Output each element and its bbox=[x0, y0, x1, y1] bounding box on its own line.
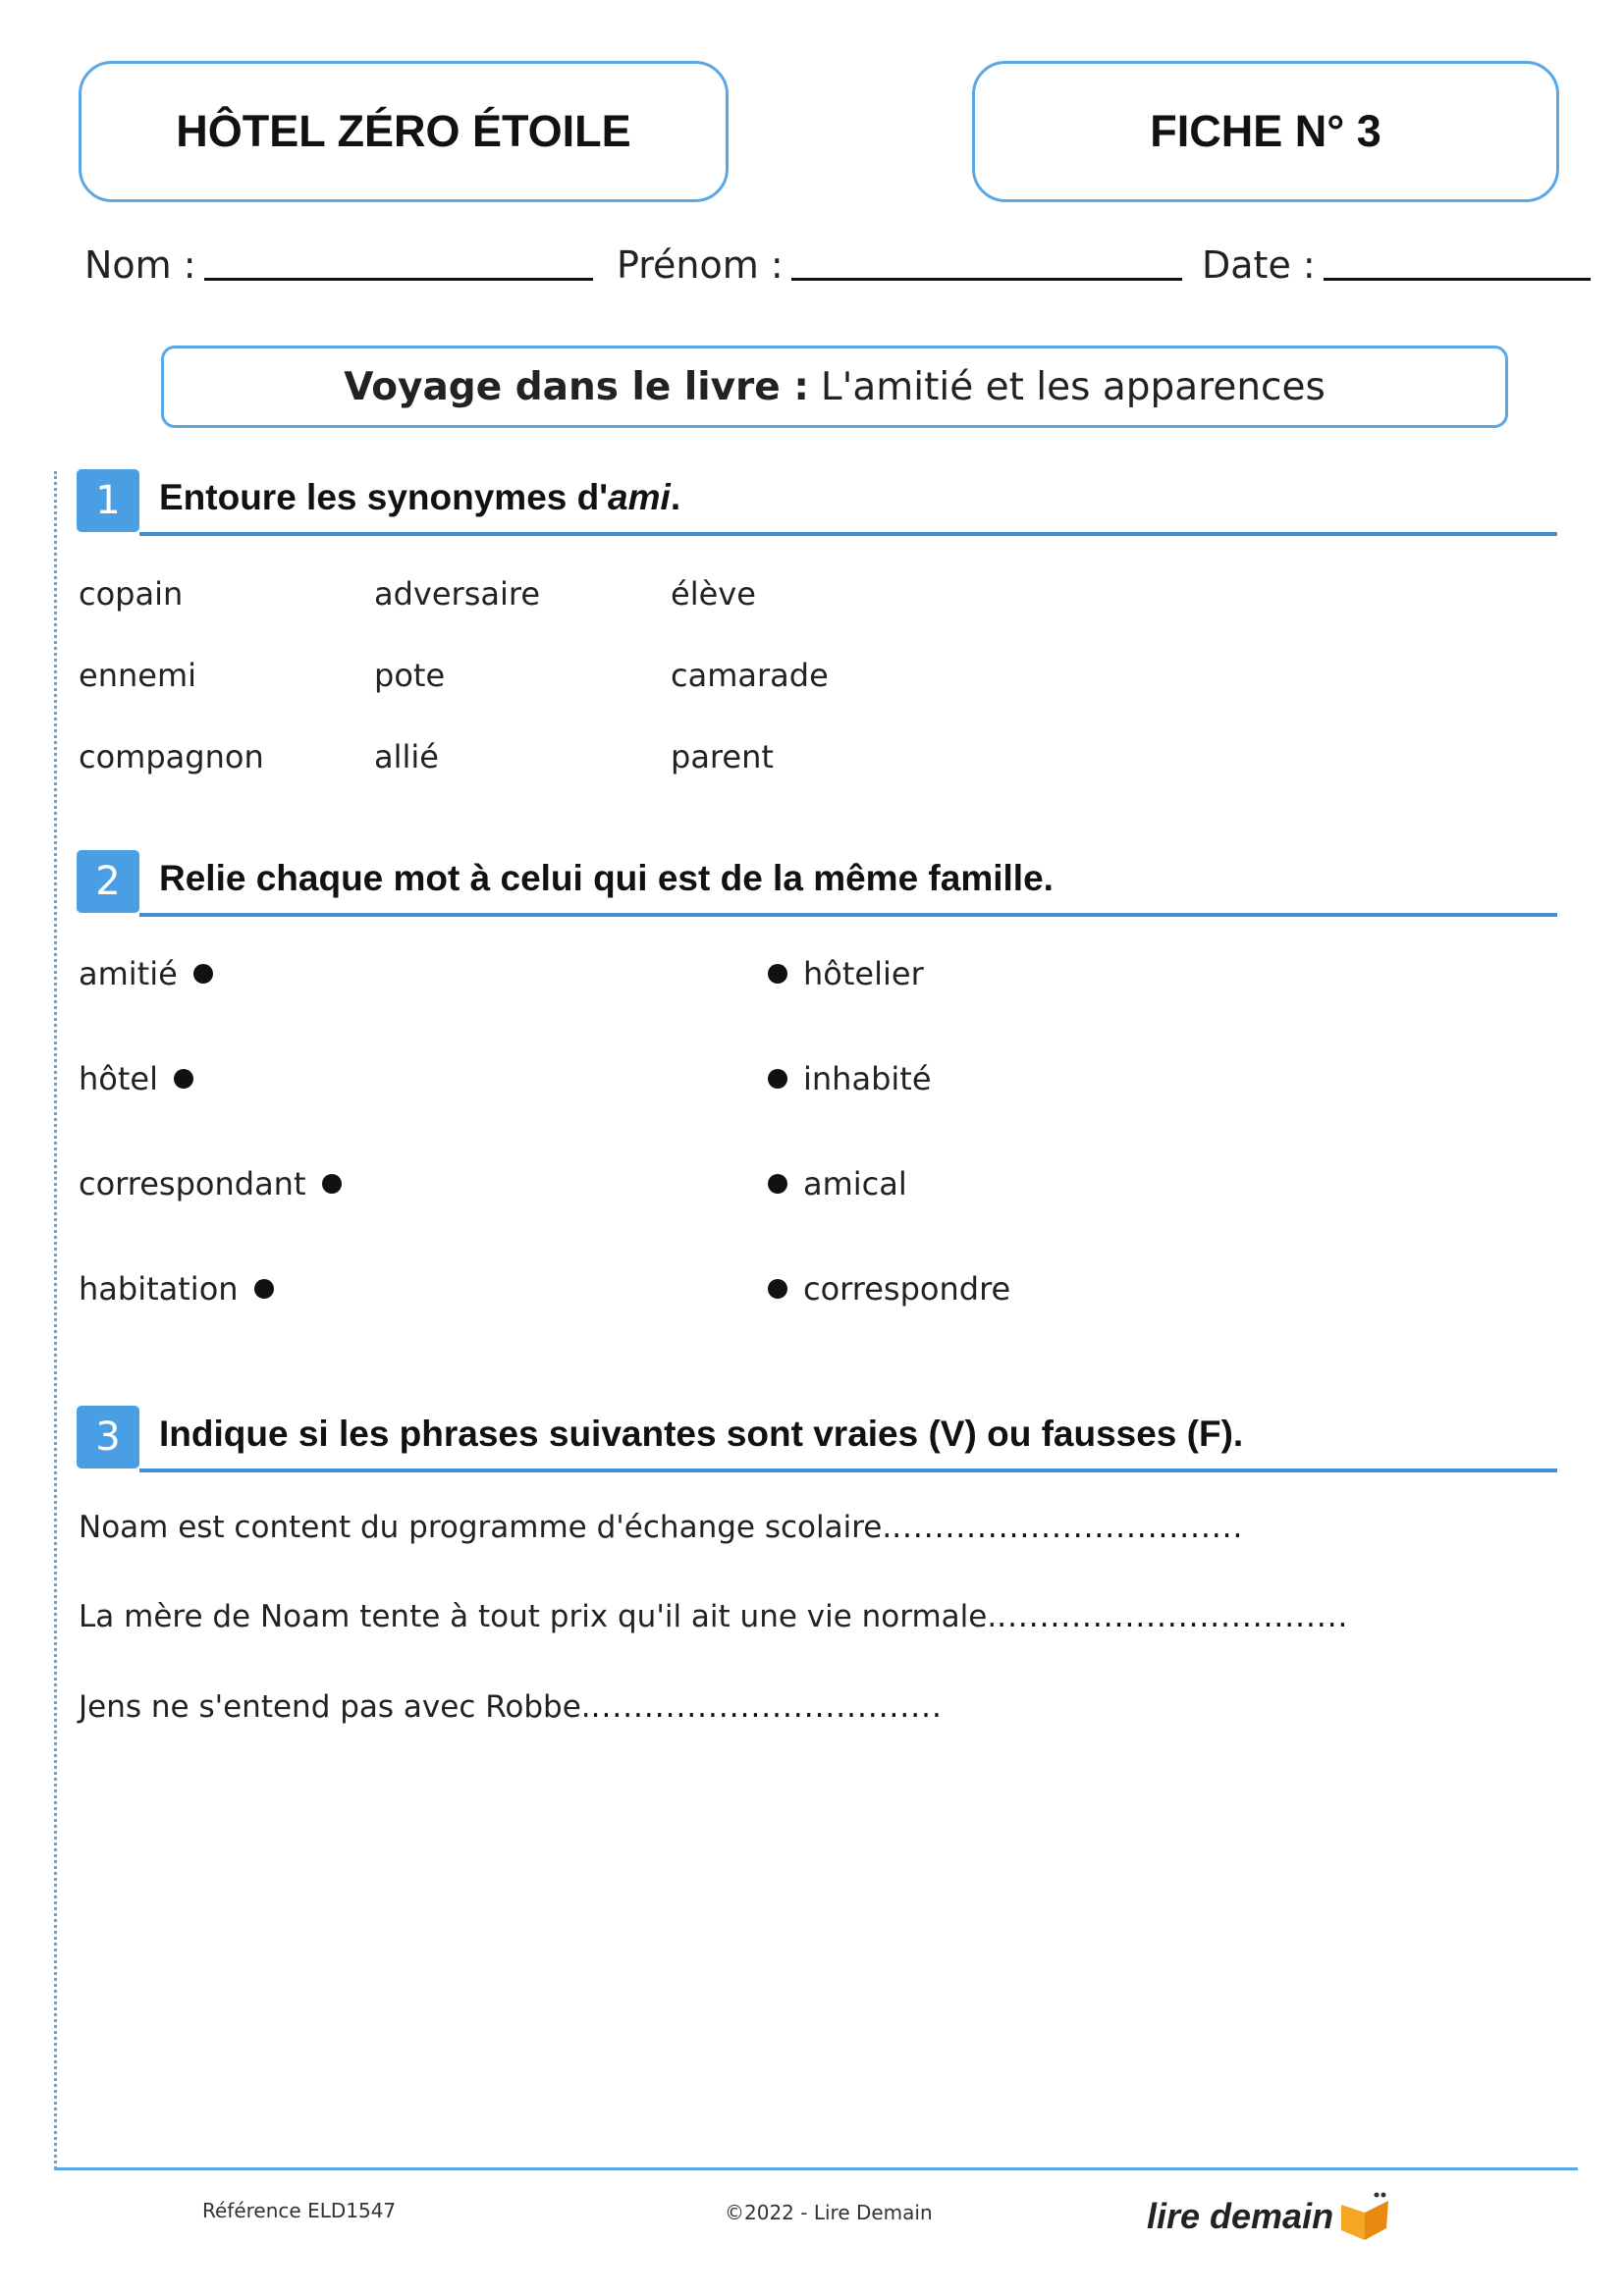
lire-demain-logo bbox=[1147, 2191, 1392, 2242]
question-1-header bbox=[77, 469, 1557, 532]
answer-dots[interactable]: ................................. bbox=[997, 1599, 1349, 1634]
question-2-header bbox=[77, 850, 1557, 913]
match-dot[interactable] bbox=[768, 1174, 787, 1194]
worksheet-title: HÔTEL ZÉRO ÉTOILE bbox=[176, 106, 631, 156]
question-1-underline bbox=[139, 532, 1557, 536]
q1-word[interactable]: parent bbox=[671, 738, 774, 775]
match-right-word: correspondre bbox=[803, 1270, 1011, 1308]
match-right-word: hôtelier bbox=[803, 955, 924, 992]
q1-word[interactable]: compagnon bbox=[79, 738, 264, 775]
match-left-word: habitation bbox=[79, 1270, 239, 1308]
q1-word[interactable]: camarade bbox=[671, 657, 829, 694]
match-right-item[interactable] bbox=[768, 1270, 1010, 1308]
question-2-title: Relie chaque mot à celui qui est de la même famille. bbox=[159, 858, 1054, 898]
sentence-text: Jens ne s'entend pas avec Robbe. bbox=[79, 1689, 591, 1725]
match-left-word: amitié bbox=[79, 955, 178, 992]
match-right-word: inhabité bbox=[803, 1060, 932, 1097]
date-label: Date : bbox=[1202, 243, 1316, 287]
question-3-header bbox=[77, 1406, 1557, 1468]
nom-line bbox=[204, 278, 593, 281]
book-icon bbox=[1337, 2191, 1392, 2242]
answer-dots[interactable]: ................................. bbox=[590, 1689, 943, 1725]
match-left-item[interactable] bbox=[79, 1270, 274, 1308]
match-left-item[interactable] bbox=[79, 955, 213, 992]
match-dot[interactable] bbox=[768, 1279, 787, 1299]
match-dot[interactable] bbox=[174, 1069, 193, 1089]
prenom-label: Prénom : bbox=[617, 243, 784, 287]
date-line bbox=[1324, 278, 1591, 281]
question-3-title: Indique si les phrases suivantes sont vraies (V) ou fausses (F). bbox=[159, 1414, 1244, 1454]
match-right-word: amical bbox=[803, 1165, 907, 1202]
question-1-title-italic: ami bbox=[608, 477, 671, 517]
footer-rule bbox=[54, 2167, 1578, 2170]
question-number-2: 2 bbox=[77, 850, 139, 913]
match-left-word: correspondant bbox=[79, 1165, 306, 1202]
question-3-underline bbox=[139, 1468, 1557, 1472]
match-right-item[interactable] bbox=[768, 955, 924, 992]
reference-label: Référence ELD1547 bbox=[202, 2199, 397, 2222]
date-field[interactable] bbox=[1202, 243, 1591, 287]
question-1-title bbox=[159, 477, 680, 518]
copyright-label: ©2022 - Lire Demain bbox=[725, 2201, 933, 2224]
nom-field[interactable] bbox=[84, 243, 593, 287]
subtitle-box bbox=[161, 346, 1508, 428]
match-dot[interactable] bbox=[193, 964, 213, 984]
fiche-number-box bbox=[972, 61, 1559, 202]
worksheet-title-box bbox=[79, 61, 729, 202]
sentence-text: La mère de Noam tente à tout prix qu'il ait une vie normale. bbox=[79, 1599, 998, 1634]
subtitle-text: L'amitié et les apparences bbox=[820, 364, 1326, 409]
q1-word[interactable]: allié bbox=[374, 738, 439, 775]
match-left-word: hôtel bbox=[79, 1060, 158, 1097]
question-number-3: 3 bbox=[77, 1406, 139, 1468]
q1-word[interactable]: ennemi bbox=[79, 657, 196, 694]
subtitle-label: Voyage dans le livre : bbox=[344, 364, 809, 409]
match-left-item[interactable] bbox=[79, 1165, 342, 1202]
match-dot[interactable] bbox=[768, 1069, 787, 1089]
question-number-1: 1 bbox=[77, 469, 139, 532]
match-left-item[interactable] bbox=[79, 1060, 193, 1097]
question-2-underline bbox=[139, 913, 1557, 917]
true-false-sentence bbox=[79, 1599, 1348, 1634]
fiche-number: FICHE N° 3 bbox=[1150, 106, 1381, 156]
nom-label: Nom : bbox=[84, 243, 196, 287]
prenom-field[interactable] bbox=[617, 243, 1182, 287]
match-dot[interactable] bbox=[322, 1174, 342, 1194]
q1-word[interactable]: copain bbox=[79, 575, 184, 613]
question-1-title-end: . bbox=[670, 477, 681, 517]
q1-word[interactable]: pote bbox=[374, 657, 446, 694]
answer-dots[interactable]: ................................. bbox=[892, 1510, 1244, 1545]
logo-text: lire demain bbox=[1147, 2196, 1334, 2236]
true-false-sentence bbox=[79, 1689, 943, 1725]
margin-dotted-line bbox=[54, 471, 57, 2169]
match-right-item[interactable] bbox=[768, 1165, 907, 1202]
prenom-line bbox=[791, 278, 1182, 281]
q1-word[interactable]: adversaire bbox=[374, 575, 541, 613]
sentence-text: Noam est content du programme d'échange scolaire. bbox=[79, 1510, 893, 1545]
match-dot[interactable] bbox=[254, 1279, 274, 1299]
match-dot[interactable] bbox=[768, 964, 787, 984]
true-false-sentence bbox=[79, 1510, 1243, 1545]
question-1-title-text: Entoure les synonymes d' bbox=[159, 477, 609, 517]
q1-word[interactable]: élève bbox=[671, 575, 756, 613]
match-right-item[interactable] bbox=[768, 1060, 932, 1097]
